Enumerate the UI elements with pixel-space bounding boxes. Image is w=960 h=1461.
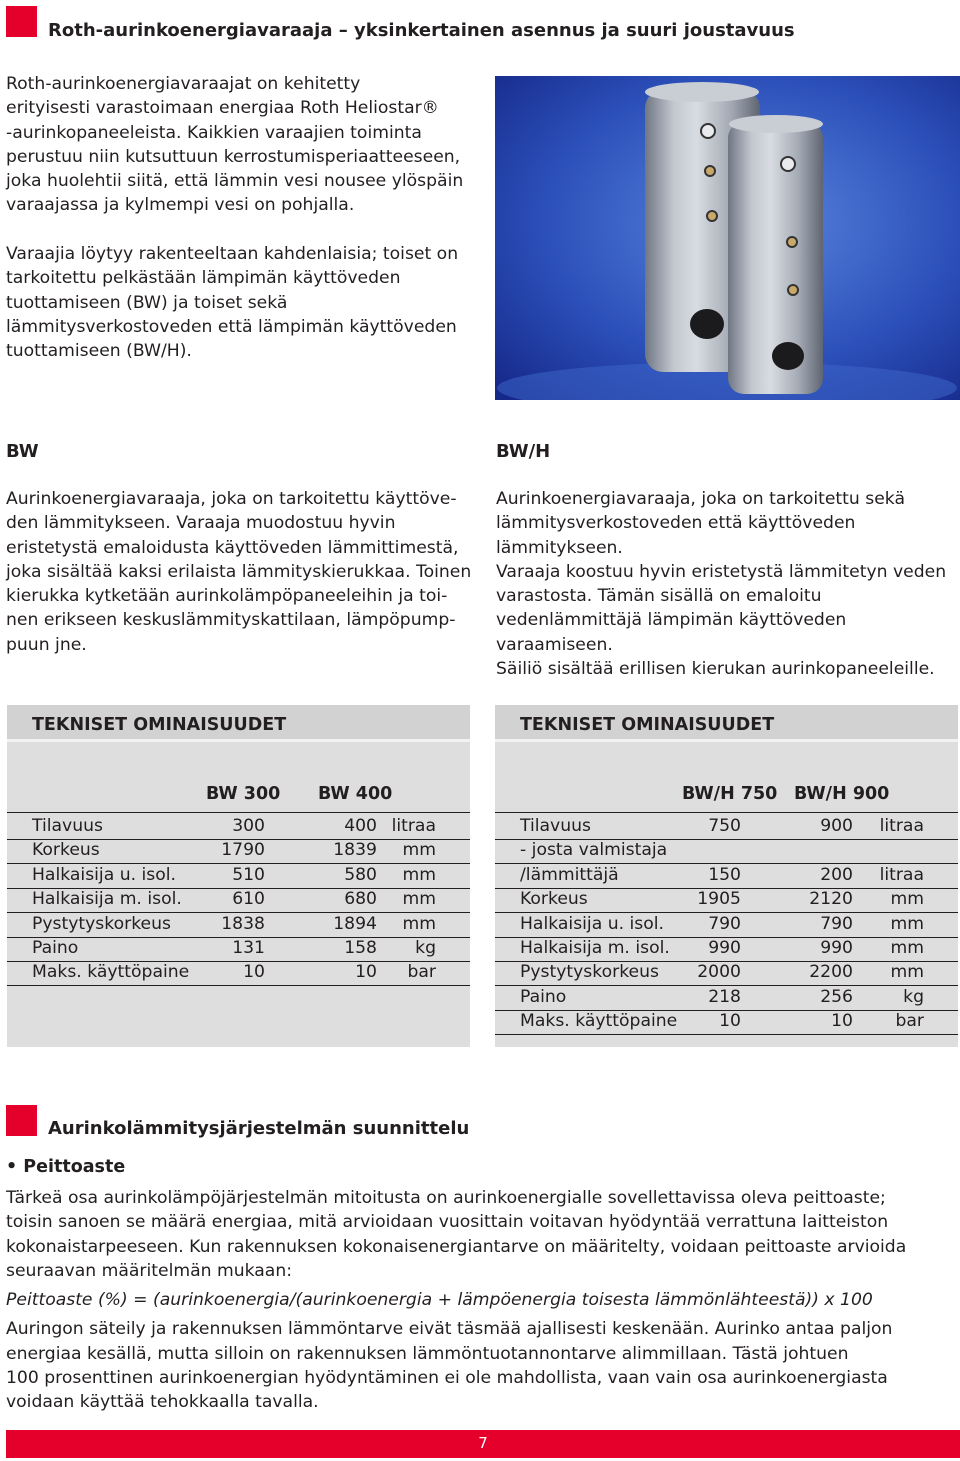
spec-unit: mm [402, 840, 436, 861]
spec-value-1: 1838 [221, 913, 265, 934]
spec-row [520, 816, 933, 840]
spec-unit: bar [407, 962, 436, 983]
spec-value-2: 256 [820, 986, 853, 1007]
spec-value-2: 158 [344, 938, 377, 958]
spec-row [32, 914, 445, 938]
intro-line: erityisesti varastoimaan energiaa Roth Heliostar® [6, 98, 439, 119]
intro-line: varaajassa ja kylmempi vesi on pohjalla. [6, 195, 355, 216]
spec-value-2: 790 [820, 913, 853, 934]
bwh-line: Säiliö sisältää erillisen kierukan aurinkopaneeleille. [496, 659, 935, 680]
spec-value-1: 2000 [697, 962, 741, 983]
peittoaste-line: seuraavan määritelmän mukaan: [6, 1260, 293, 1281]
bwh-line: varastosta. Tämän sisällä on emaloitu [496, 586, 822, 607]
header-rule [495, 812, 958, 813]
bw-line: Aurinkoenergiavaraaja, joka on tarkoitettu käyttöve- [6, 489, 457, 509]
spec-unit: mm [890, 938, 924, 958]
spec-value-1: 1790 [221, 840, 265, 861]
col-head-bw300: BW 300 [206, 784, 281, 804]
spec-row [520, 987, 933, 1011]
spec-label: Pystytyskorkeus [520, 962, 659, 983]
spec-value-2: 10 [355, 962, 377, 983]
spec-unit: bar [895, 1011, 924, 1032]
peittoaste-line: toisin sanoen se määrä energiaa, mitä arvioidaan vuosittain voitavan hyödyntää verrattuna laitteiston [6, 1212, 889, 1233]
section-heading: Aurinkolämmitysjärjestelmän suunnittelu [48, 1118, 470, 1139]
spec-unit: mm [890, 889, 924, 910]
formula: Peittoaste (%) = (aurinkoenergia/(aurinkoenergia + lämpöenergia toisesta lämmönlähteestä)) x 100 [6, 1290, 873, 1311]
spec-label: Korkeus [32, 840, 100, 861]
spec-value-1: 1905 [697, 889, 741, 910]
spec-unit: litraa [391, 816, 436, 836]
spec-table-bw [7, 705, 470, 1047]
spec-row [520, 962, 933, 986]
spec-value-2: 580 [344, 864, 377, 885]
spec-unit: mm [402, 889, 436, 910]
spec-row [32, 938, 445, 962]
intro-line: Varaajia löytyy rakenteeltaan kahdenlaisia; toiset on [6, 244, 459, 265]
spec-value-2: 400 [344, 816, 377, 836]
intro-line: Roth-aurinkoenergiavaraajat on kehitetty [6, 74, 361, 94]
bw-line: kierukka kytketään aurinkolämpöpaneeleihin ja toi- [6, 586, 448, 607]
intro-line: lämmitysverkostoveden että lämpimän käyttöveden [6, 316, 457, 337]
spec-value-2: 680 [344, 889, 377, 910]
bw-line: den lämmitykseen. Varaaja muodostuu hyvin [6, 513, 396, 534]
intro-line: joka huolehtii siitä, että lämmin vesi nousee ylöspäin [6, 171, 464, 192]
product-photo [495, 76, 960, 400]
spec-label: Paino [520, 986, 567, 1007]
bullet-peittoaste: • Peittoaste [6, 1157, 126, 1177]
bw-line: puun jne. [6, 634, 87, 655]
spec-label: Tilavuus [32, 816, 103, 836]
spec-value-1: 510 [232, 864, 265, 885]
spec-value-2: 900 [820, 816, 853, 836]
spec-value-2: 200 [820, 864, 853, 885]
bwh-line: lämmitysverkostoveden että käyttöveden [496, 513, 856, 534]
spec-row [520, 889, 933, 913]
spec-label: Halkaisija m. isol. [520, 938, 670, 958]
section-marker [6, 1105, 37, 1136]
peittoaste-line: voidaan käyttää tehokkaalla tavalla. [6, 1392, 319, 1413]
spec-value-2: 2120 [809, 889, 853, 910]
spec-row [32, 962, 445, 986]
spec-value-1: 300 [232, 816, 265, 836]
peittoaste-line: Tärkeä osa aurinkolämpöjärjestelmän mitoitusta on aurinkoenergialle sovellettavissa oleva peittoaste; [6, 1188, 886, 1208]
spec-label: Halkaisija u. isol. [32, 864, 176, 885]
bwh-line: vedenlämmittäjä lämpimän käyttöveden varaamiseen. [496, 610, 847, 655]
spec-row [32, 816, 445, 840]
bw-line: joka sisältää kaksi erilaista lämmityskierukkaa. Toinen [6, 561, 472, 582]
row-rule [495, 1034, 958, 1035]
spec-row [520, 840, 933, 864]
spec-label: Tilavuus [520, 816, 591, 836]
intro-line: perustuu niin kutsuttuun kerrostumisperiaatteeseen, [6, 146, 461, 167]
header-rule [7, 812, 470, 813]
spec-row [520, 914, 933, 938]
spec-label: Maks. käyttöpaine [32, 962, 190, 983]
intro-text [6, 72, 491, 364]
col-head-bwh900: BW/H 900 [794, 784, 890, 804]
page-number: 7 [478, 1434, 488, 1452]
spec-unit: kg [903, 986, 924, 1007]
spec-row [520, 938, 933, 962]
spec-value-1: 10 [243, 962, 265, 983]
spec-label: Halkaisija u. isol. [520, 913, 664, 934]
intro-line: tarkoitettu pelkästään lämpimän käyttöveden [6, 268, 401, 289]
spec-value-1: 790 [708, 913, 741, 934]
spec-table-title: TEKNISET OMINAISUUDET [520, 715, 775, 735]
peittoaste-line: 100 prosenttinen aurinkoenergian hyödyntäminen ei ole mahdollista, vaan vain osa aurinkoenergiasta [6, 1368, 888, 1389]
spec-value-2: 1839 [333, 840, 377, 861]
spec-value-1: 10 [719, 1011, 741, 1032]
spec-label: - josta valmistaja [520, 840, 668, 861]
intro-line: -aurinkopaneeleista. Kaikkien varaajien toiminta [6, 122, 422, 143]
col-head-bw400: BW 400 [318, 784, 393, 804]
spec-value-1: 131 [232, 938, 265, 958]
spec-value-1: 150 [708, 864, 741, 885]
spec-table-header [495, 705, 958, 742]
section-heading: Roth-aurinkoenergiavaraaja – yksinkertainen asennus ja suuri joustavuus [48, 20, 795, 41]
spec-value-2: 1894 [333, 913, 377, 934]
spec-row [520, 1011, 933, 1035]
peittoaste-line: Auringon säteily ja rakennuksen lämmöntarve eivät täsmää ajallisesti keskenään. Aurinko antaa paljon [6, 1319, 893, 1340]
bw-line: eristetystä emaloidusta käyttöveden lämmittimestä, [6, 537, 459, 558]
bw-line: nen erikseen keskuslämmityskattilaan, lämpöpump- [6, 610, 456, 631]
spec-value-2: 990 [820, 938, 853, 958]
spec-label: /lämmittäjä [520, 864, 619, 885]
row-rule [7, 985, 470, 986]
spec-value-1: 610 [232, 889, 265, 910]
page-footer [6, 1430, 960, 1458]
spec-value-2: 10 [831, 1011, 853, 1032]
spec-label: Paino [32, 938, 79, 958]
spec-value-2: 2200 [809, 962, 853, 983]
bw-title: BW [6, 441, 39, 462]
spec-unit: litraa [879, 864, 924, 885]
intro-line: tuottamiseen (BW/H). [6, 341, 192, 362]
spec-value-1: 750 [708, 816, 741, 836]
spec-unit: mm [890, 962, 924, 983]
spec-row [32, 840, 445, 864]
spec-table-header [7, 705, 470, 742]
spec-table-bwh [495, 705, 958, 1047]
bwh-description [496, 487, 960, 681]
spec-label: Pystytyskorkeus [32, 913, 171, 934]
section-marker [6, 6, 37, 37]
spec-unit: mm [402, 913, 436, 934]
bwh-line: lämmitykseen. [496, 537, 623, 558]
spec-label: Korkeus [520, 889, 588, 910]
spec-row [520, 865, 933, 889]
spec-value-1: 218 [708, 986, 741, 1007]
spec-label: Halkaisija m. isol. [32, 889, 182, 910]
spec-value-1: 990 [708, 938, 741, 958]
spec-label: Maks. käyttöpaine [520, 1011, 678, 1032]
spec-unit: litraa [879, 816, 924, 836]
bw-description [6, 487, 491, 657]
peittoaste-text [6, 1186, 960, 1415]
bwh-line: Aurinkoenergiavaraaja, joka on tarkoitettu sekä [496, 489, 905, 509]
spec-unit: mm [890, 913, 924, 934]
peittoaste-line: energiaa kesällä, mutta silloin on rakennuksen lämmöntuotannontarve alimmillaan. Tästä johtuen [6, 1343, 849, 1364]
spec-unit: kg [415, 938, 436, 958]
spec-row [32, 865, 445, 889]
spec-row [32, 889, 445, 913]
peittoaste-line: kokonaistarpeeseen. Kun rakennuksen kokonaisenergiantarve on määritelty, voidaan peittoaste arvioida [6, 1236, 907, 1257]
col-head-bwh750: BW/H 750 [682, 784, 778, 804]
spec-table-title: TEKNISET OMINAISUUDET [32, 715, 287, 735]
bwh-title: BW/H [496, 441, 551, 462]
spec-unit: mm [402, 864, 436, 885]
bwh-line: Varaaja koostuu hyvin eristetystä lämmitetyn veden [496, 561, 947, 582]
intro-line: tuottamiseen (BW) ja toiset sekä [6, 292, 288, 313]
